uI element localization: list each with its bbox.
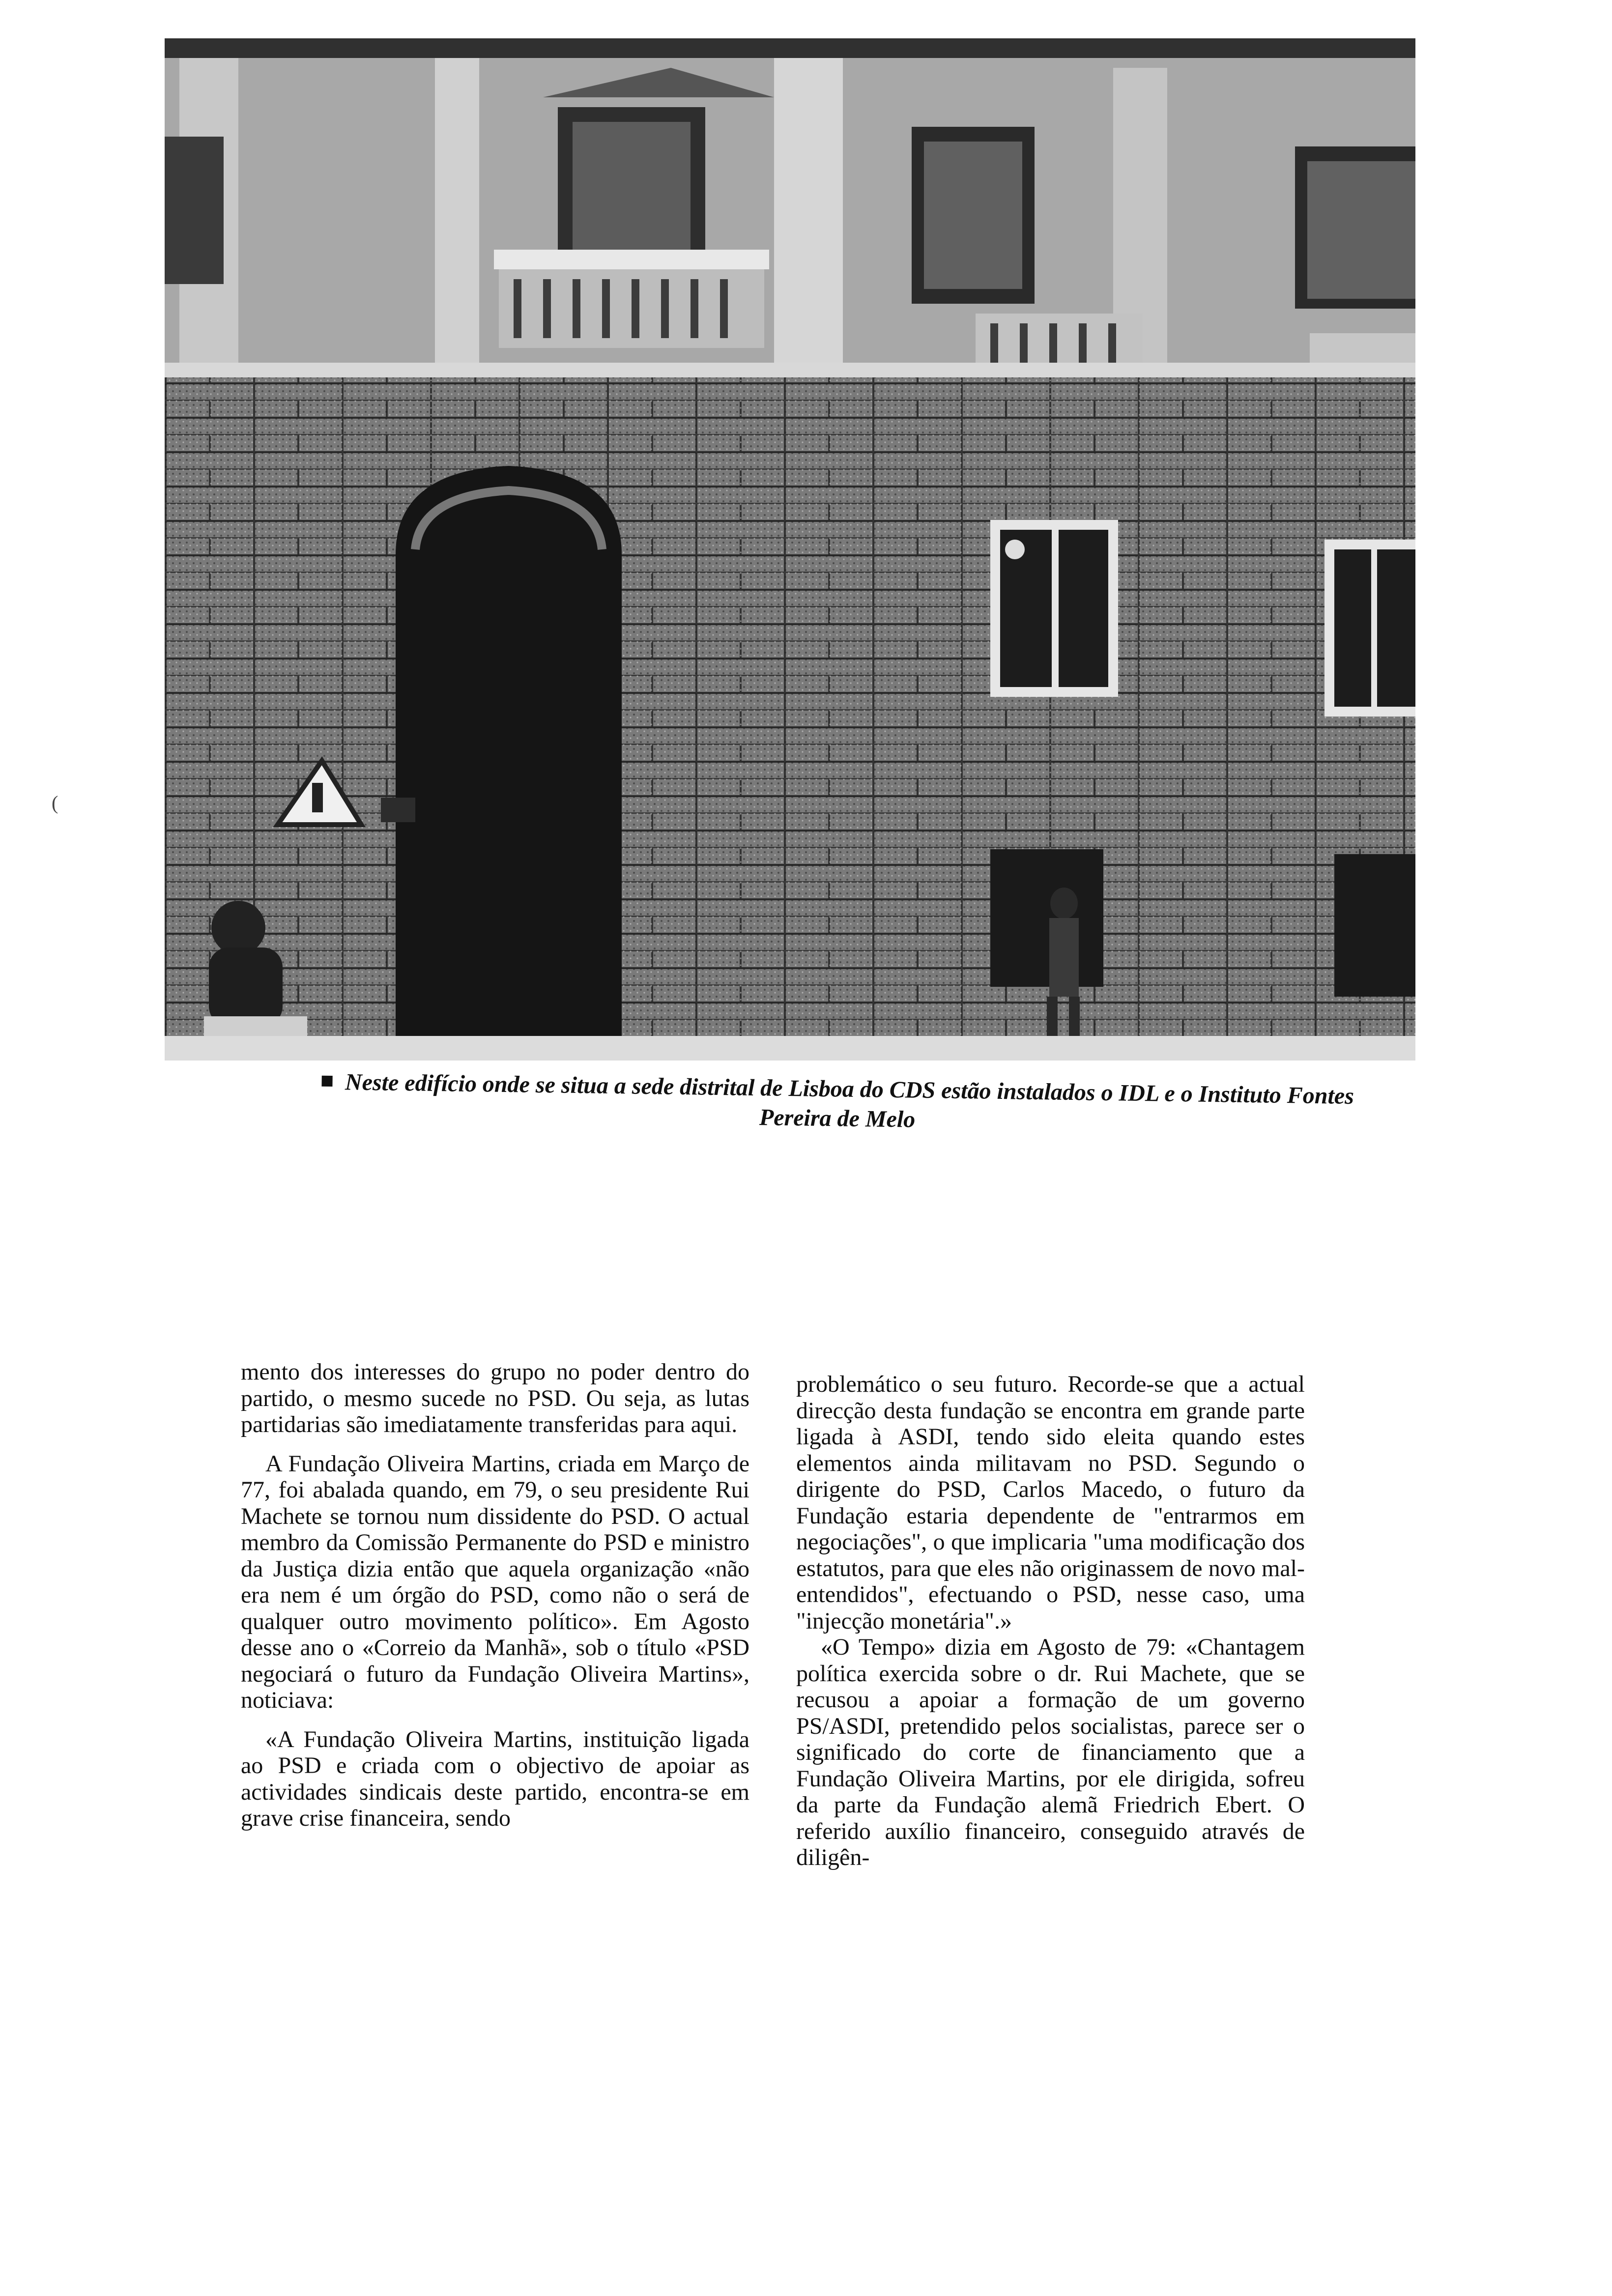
caption-line-2: Pereira de Melo [759, 1104, 916, 1133]
building-photo [165, 38, 1415, 1061]
article-column-left [241, 1359, 749, 1832]
building-photo-icon [165, 38, 1415, 1061]
caption-text-1: Neste edifício onde se situa a sede distrital de Lisboa do CDS estão instalados o IDL e o Instituto Fontes [345, 1069, 1354, 1110]
margin-mark: ( [52, 792, 58, 814]
bullet-icon [321, 1076, 332, 1087]
article-paragraph: A Fundação Oliveira Martins, criada em Março de 77, foi abalada quando, em 79, o seu presidente Rui Machete se tornou num dissidente do PSD. O actual membro da Comissão Permanente do PSD e ministro da Justiça dizia então que aquela organização «não era nem é um órgão do PSD, como não o será de qualquer outro movimento político». Em Agosto desse ano o «Correio da Manhã», sob o título «PSD negociará o futuro da Fundação Oliveira Martins», noticiava: [241, 1450, 749, 1713]
article-paragraph: «O Tempo» dizia em Agosto de 79: «Chantagem política exercida sobre o dr. Rui Machete, que se recusou a apoiar a formação de um governo PS/ASDI, pretendido pelos socialistas, parece ser o significado do corte de financiamento que a Fundação Oliveira Martins, por ele dirigida, sofreu da parte da Fundação alemã Friedrich Ebert. O referido auxílio financeiro, conseguido através de diligên- [796, 1634, 1305, 1870]
article-column-right [796, 1371, 1305, 1871]
article-paragraph: mento dos interesses do grupo no poder dentro do partido, o mesmo sucede no PSD. Ou seja, as lutas partidarias são imediatamente transferidas para aqui. [241, 1359, 749, 1437]
article-paragraph: «A Fundação Oliveira Martins, instituição ligada ao PSD e criada com o objectivo de apoiar as actividades sindicais deste partido, encontra-se em grave crise financeira, sendo [241, 1726, 749, 1831]
photo-caption [259, 1066, 1415, 1142]
article-paragraph: problemático o seu futuro. Recorde-se que a actual direcção desta fundação se encontra em grande parte ligada à ASDI, tendo sido eleita quando estes elementos ainda militavam no PSD. Segundo o dirigente do PSD, Carlos Macedo, o futuro da Fundação estaria dependente de "entrarmos em negociações", o que implicaria "uma modificação dos estatutos, para que eles não originassem de novo mal-entendidos", efectuando o PSD, nesse caso, uma "injecção monetária".» [796, 1371, 1305, 1634]
